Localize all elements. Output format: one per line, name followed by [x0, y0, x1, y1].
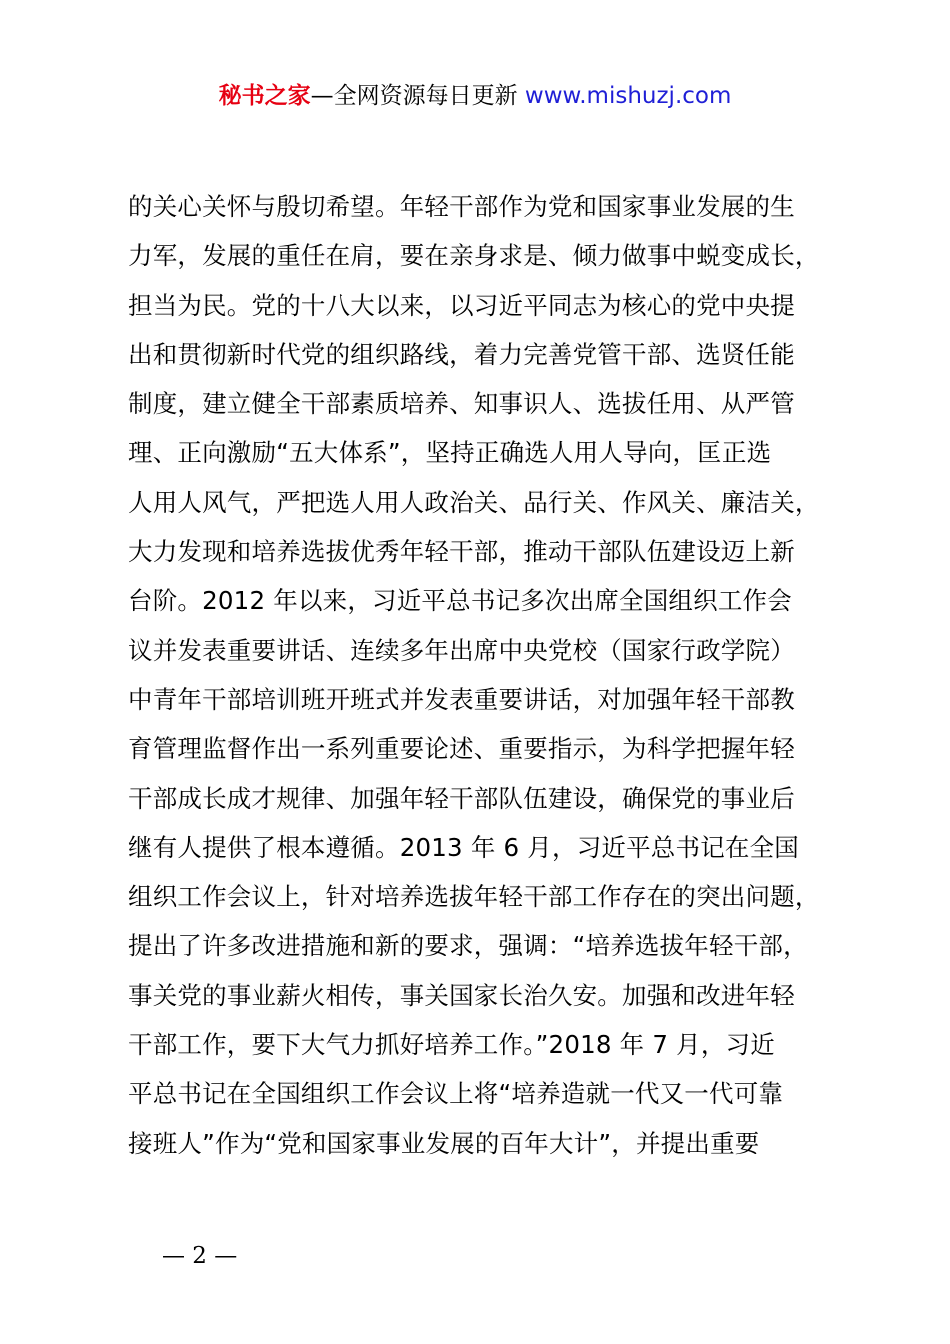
paragraph-line: 议并发表重要讲话、连续多年出席中央党校（国家行政学院） — [128, 635, 795, 665]
paragraph-line: 干部工作，要下大气力抓好培养工作。”2018 年 7 月，习近 — [128, 1030, 775, 1060]
paragraph-line: 组织工作会议上，针对培养选拔年轻干部工作存在的突出问题， — [128, 882, 820, 912]
paragraph-line: 育管理监督作出一系列重要论述、重要指示，为科学把握年轻 — [128, 734, 795, 764]
paragraph-line: 担当为民。党的十八大以来，以习近平同志为核心的党中央提 — [128, 290, 795, 320]
paragraph-line: 大力发现和培养选拔优秀年轻干部，推动干部队伍建设迈上新 — [128, 537, 795, 567]
paragraph-line: 人用人风气，严把选人用人政治关、品行关、作风关、廉洁关， — [128, 487, 820, 517]
paragraph-line: 出和贯彻新时代党的组织路线，着力完善党管干部、选贤任能 — [128, 339, 795, 369]
paragraph-line: 接班人”作为“党和国家事业发展的百年大计”，并提出重要 — [128, 1128, 760, 1158]
header-tagline: —全网资源每日更新 — [310, 83, 518, 109]
page-number: — 2 — — [162, 1243, 238, 1269]
paragraph-line: 提出了许多改进措施和新的要求，强调：“培养选拔年轻干部， — [128, 931, 808, 961]
paragraph-line: 力军，发展的重任在肩，要在亲身求是、倾力做事中蜕变成长， — [128, 241, 820, 271]
site-header — [0, 78, 950, 114]
paragraph-line: 干部成长成才规律、加强年轻干部队伍建设，确保党的事业后 — [128, 783, 795, 813]
paragraph-line: 事关党的事业薪火相传，事关国家长治久安。加强和改进年轻 — [128, 980, 795, 1010]
paragraph-line: 继有人提供了根本遵循。2013 年 6 月，习近平总书记在全国 — [128, 832, 799, 862]
paragraph-line: 的关心关怀与殷切希望。年轻干部作为党和国家事业发展的生 — [128, 192, 795, 221]
paragraph-line: 制度，建立健全干部素质培养、知事识人、选拔任用、从严管 — [128, 389, 795, 419]
brand-name: 秘书之家 — [218, 83, 311, 109]
site-url-link[interactable]: www.mishuzj.com — [524, 83, 732, 109]
document-body — [128, 182, 868, 1168]
paragraph-line: 平总书记在全国组织工作会议上将“培养造就一代又一代可靠 — [128, 1079, 784, 1109]
paragraph-line: 台阶。2012 年以来，习近平总书记多次出席全国组织工作会 — [128, 586, 792, 616]
paragraph-line: 理、正向激励“五大体系”，坚持正确选人用人导向，匡正选 — [128, 438, 772, 468]
paragraph-line: 中青年干部培训班开班式并发表重要讲话，对加强年轻干部教 — [128, 684, 795, 714]
